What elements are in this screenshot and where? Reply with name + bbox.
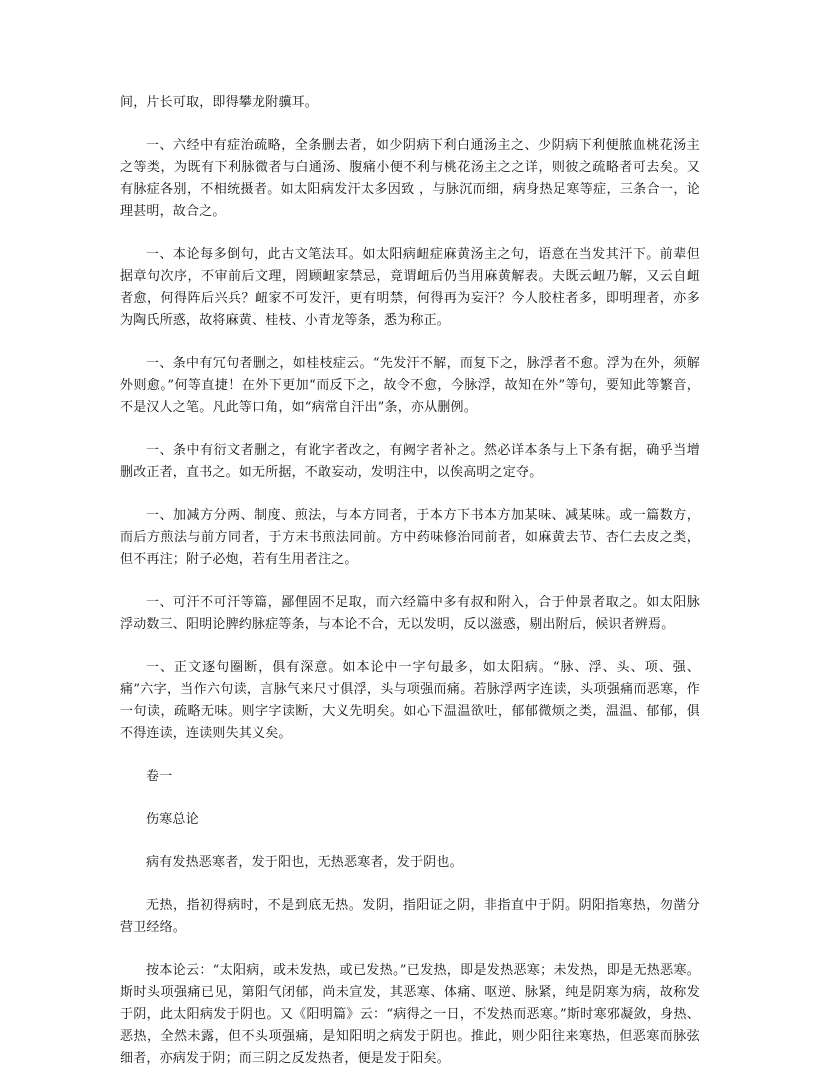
section-title: 伤寒总论 — [146, 812, 199, 827]
body-paragraph-2: 无热，指初得病时，不是到底无热。发阴，指阳证之阴，非指直中于阴。阴阳指寒热，勿凿分营卫经络。 — [120, 898, 700, 935]
paragraph-rule-7: 一、正文逐句圈断，俱有深意。如本论中一字句最多，如太阳病。“脉、浮、头、项、强、痛”六字，当作六句读，言脉气来尺寸俱浮，头与项强而痛。若脉浮两字连读，头项强痛而恶寒，作一句读，疏略无味。则字字读断，大义先明矣。如心下温温欲吐，郁郁微烦之类，温温、郁郁，俱不得连读，连读则失其义矣。 — [120, 660, 700, 741]
paragraph-rule-4: 一、条中有衍文者删之，有讹字者改之，有阙字者补之。然必详本条与上下条有据，确乎当增删改正者，直书之。如无所据，不敢妄动，发明注中，以俟高明之定夺。 — [120, 443, 700, 480]
volume-title: 卷一 — [146, 769, 173, 784]
paragraph-rule-3: 一、条中有冗句者删之，如桂枝症云。“先发汗不解，而复下之，脉浮者不愈。浮为在外，须解外则愈。”何等直捷！在外下更加“而反下之，故令不愈，今脉浮，故知在外”等句，要知此等繁音，不是汉人之笔。凡此等口角，如“病常自汗出”条，亦从删例。 — [120, 356, 700, 415]
paragraph-rule-2: 一、本论每多倒句，此古文笔法耳。如太阳病衄症麻黄汤主之句，语意在当发其汗下。前辈但据章句次序，不审前后文理，罔顾衄家禁忌，竟谓衄后仍当用麻黄解表。夫既云衄乃解，又云自衄者愈，何得阵后兴兵？衄家不可发汗，更有明禁，何得再为妄汗？今人胶柱者多，即明理者，亦多为陶氏所惑，故将麻黄、桂枝、小青龙等条，悉为称正。 — [120, 247, 700, 328]
paragraph-rule-6: 一、可汗不可汗等篇，鄙俚固不足取，而六经篇中多有叔和附入，合于仲景者取之。如太阳脉浮动数三、阳明论脾约脉症等条，与本论不合，无以发明，反以滋惑，剔出附后，候识者辨焉。 — [120, 595, 700, 632]
document-page — [120, 92, 700, 1070]
body-paragraph-3: 按本论云：“太阳病，或未发热，或已发热。”已发热，即是发热恶寒；未发热，即是无热恶寒。斯时头项强痛已见，第阳气闭郁，尚未宣发，其恶寒、体痛、呕逆、脉紧，纯是阴寒为病，故称发于阴，此太阳病发于阴也。又《阳明篇》云：“病得之一日，不发热而恶寒。”斯时寒邪凝敛，身热、恶热，全然未露，但不头项强痛，是知阳明之病发于阴也。推此，则少阳往来寒热，但恶寒而脉弦细者，亦病发于阴；而三阴之反发热者，便是发于阳矣。 — [120, 963, 700, 1066]
paragraph-rule-5: 一、加减方分两、制度、煎法，与本方同者，于本方下书本方加某味、减某味。或一篇数方，而后方煎法与前方同者，于方末书煎法同前。方中药味修治同前者，如麻黄去节、杏仁去皮之类，但不再注；附子必炮，若有生用者注之。 — [120, 508, 700, 567]
body-paragraph-1: 病有发热恶寒者，发于阳也，无热恶寒者，发于阴也。 — [146, 855, 463, 870]
paragraph-continuation: 间，片长可取，即得攀龙附骥耳。 — [120, 95, 319, 110]
paragraph-rule-1: 一、六经中有症治疏略，全条删去者，如少阴病下利白通汤主之、少阴病下利便脓血桃花汤主之等类，为既有下利脉微者与白通汤、腹痛小便不利与桃花汤主之之详，则彼之疏略者可去矣。又有脉症各别，不相统摄者。如太阳病发汗太多因致 ，与脉沉而细，病身热足寒等症，三条合一，论理甚明，故合之。 — [120, 138, 700, 219]
